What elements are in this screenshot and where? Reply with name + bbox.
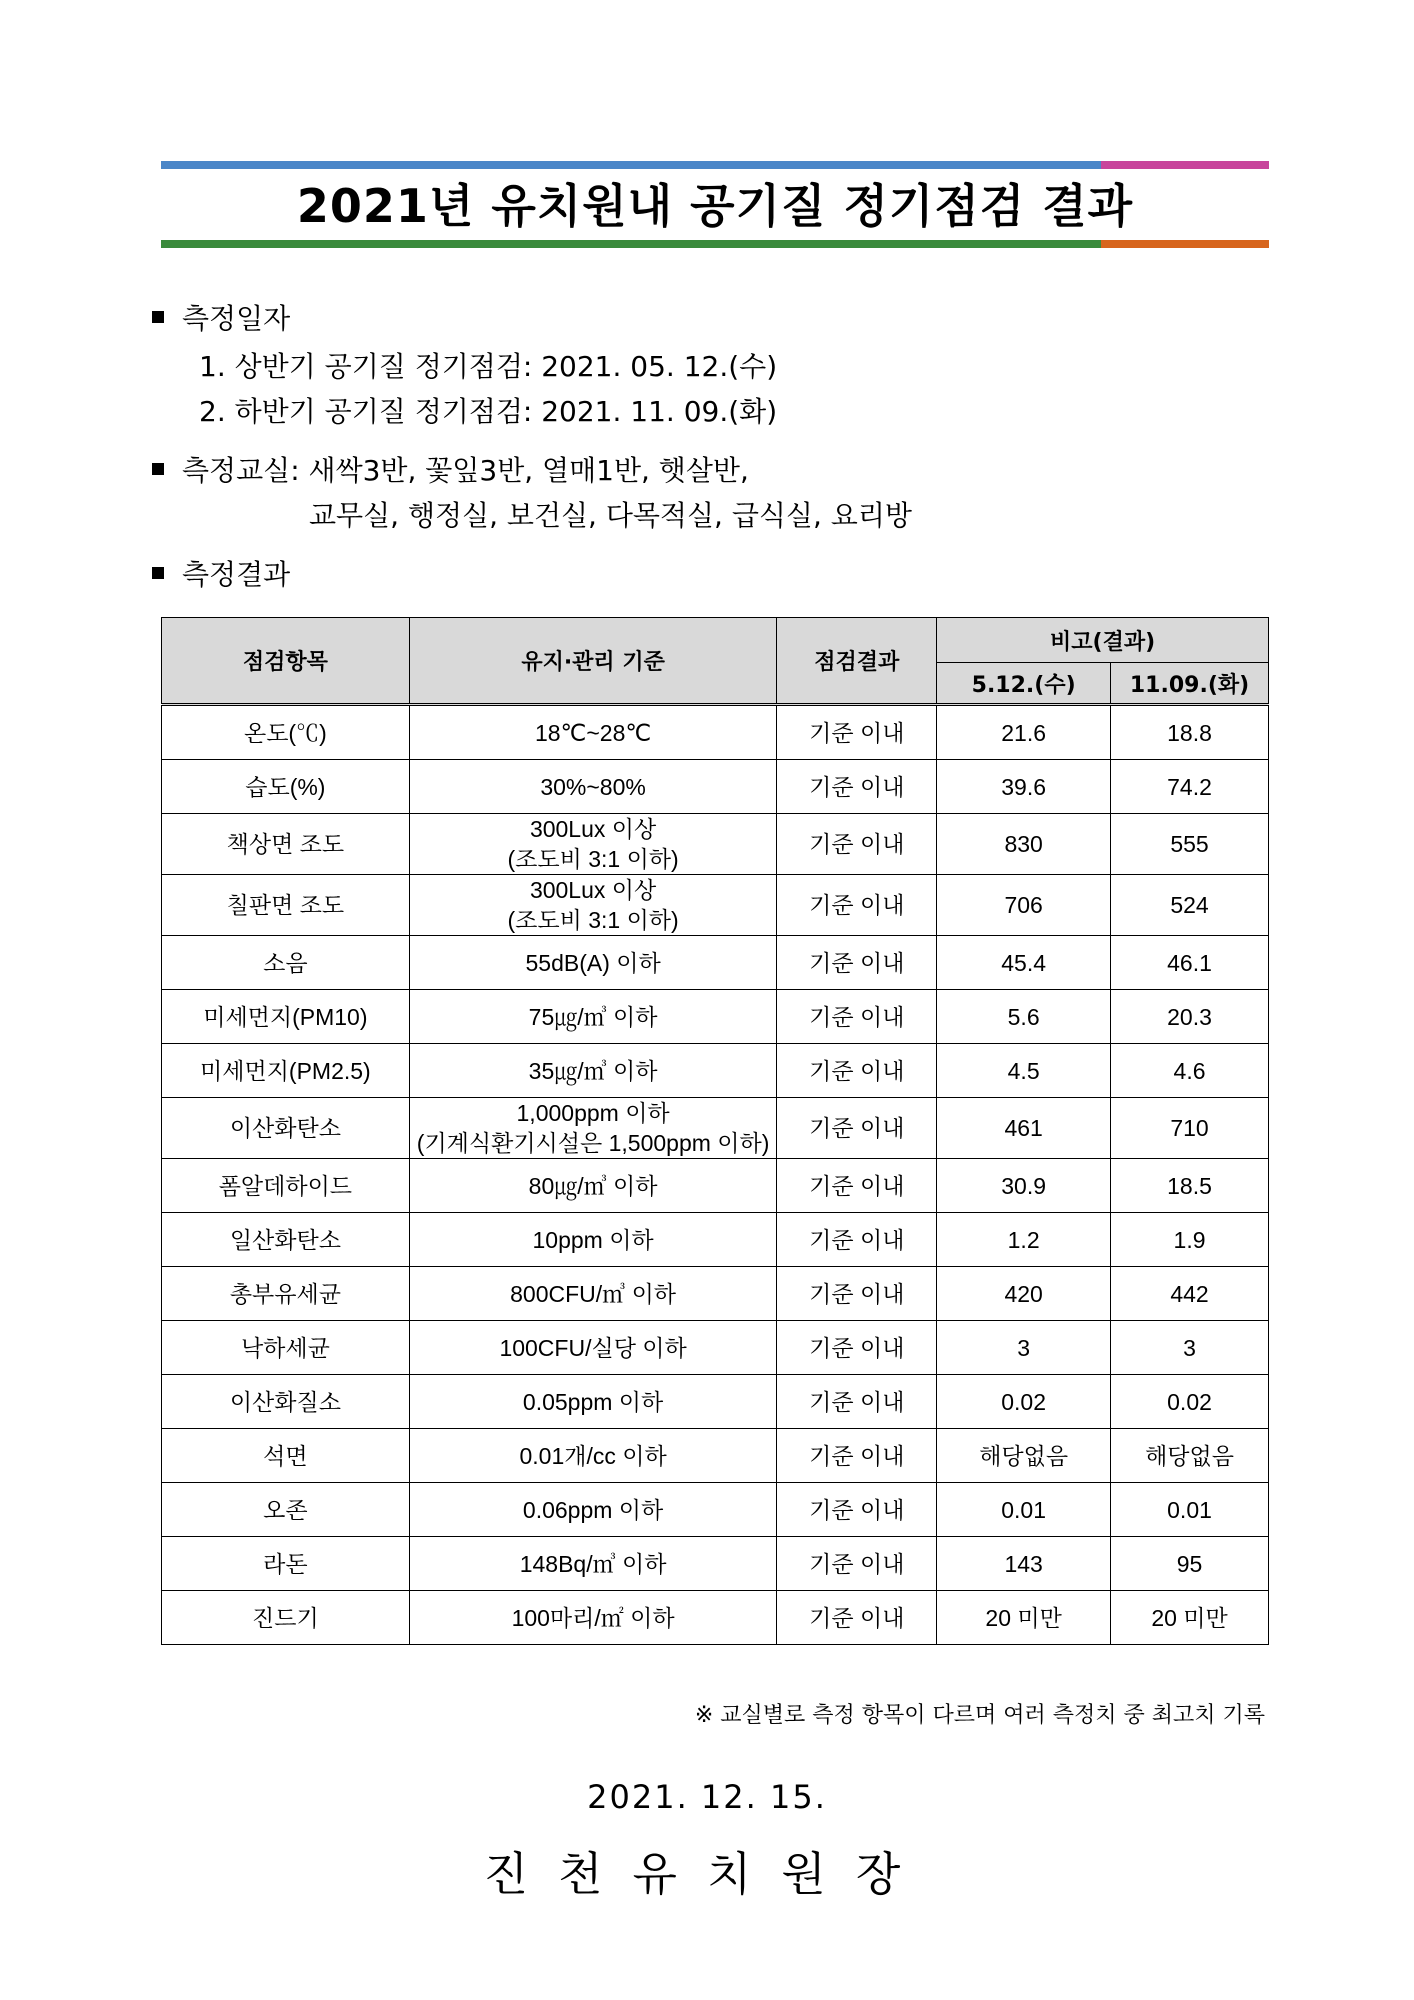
standard-line-1: 18℃~28℃ — [534, 719, 652, 746]
cell-standard — [409, 1098, 777, 1159]
standard-line-1: 10ppm 이하 — [532, 1226, 654, 1253]
table-row — [162, 760, 1269, 814]
cell-standard — [409, 990, 777, 1044]
standard-line-1: 35㎍/㎥ 이하 — [528, 1057, 658, 1084]
cell-value-2: 4.6 — [1111, 1044, 1269, 1098]
table-row — [162, 1044, 1269, 1098]
cell-item: 이산화질소 — [162, 1375, 410, 1429]
cell-value-1: 143 — [937, 1537, 1111, 1591]
cell-result: 기준 이내 — [777, 1591, 937, 1645]
cell-result: 기준 이내 — [777, 1044, 937, 1098]
cell-item: 총부유세균 — [162, 1267, 410, 1321]
table-row — [162, 1429, 1269, 1483]
standard-line-1: 55dB(A) 이하 — [525, 949, 661, 976]
cell-standard — [409, 1267, 777, 1321]
cell-standard — [409, 875, 777, 936]
cell-standard — [409, 1213, 777, 1267]
header-date-1: 5.12.(수) — [937, 663, 1111, 705]
cell-result: 기준 이내 — [777, 1429, 937, 1483]
cell-value-1: 45.4 — [937, 936, 1111, 990]
cell-value-1: 3 — [937, 1321, 1111, 1375]
title-bar-bottom-green — [161, 240, 1101, 248]
cell-value-2: 18.5 — [1111, 1159, 1269, 1213]
standard-line-1: 300Lux 이상 — [529, 877, 657, 903]
cell-standard — [409, 814, 777, 875]
standard-line-2: (기계식환기시설은 1,500ppm 이하) — [416, 1130, 770, 1156]
header-date-2: 11.09.(화) — [1111, 663, 1269, 705]
cell-item: 소음 — [162, 936, 410, 990]
cell-result: 기준 이내 — [777, 1159, 937, 1213]
cell-standard — [409, 760, 777, 814]
standard-line-1: 100마리/㎡ 이하 — [511, 1604, 675, 1631]
cell-result: 기준 이내 — [777, 814, 937, 875]
cell-value-1: 5.6 — [937, 990, 1111, 1044]
cell-standard — [409, 1321, 777, 1375]
cell-value-2: 95 — [1111, 1537, 1269, 1591]
table-row — [162, 1483, 1269, 1537]
standard-line-1: 75㎍/㎥ 이하 — [528, 1003, 658, 1030]
standard-line-1: 80㎍/㎥ 이하 — [528, 1172, 658, 1199]
section-result — [152, 558, 290, 592]
cell-value-1: 461 — [937, 1098, 1111, 1159]
bullet-square-icon — [152, 567, 164, 579]
cell-value-1: 4.5 — [937, 1044, 1111, 1098]
cell-item: 일산화탄소 — [162, 1213, 410, 1267]
signature: 진천유치원장 — [483, 1847, 931, 1901]
cell-item: 습도(%) — [162, 760, 410, 814]
cell-result: 기준 이내 — [777, 760, 937, 814]
cell-result: 기준 이내 — [777, 990, 937, 1044]
header-item: 점검항목 — [162, 618, 410, 705]
cell-value-1: 830 — [937, 814, 1111, 875]
cell-item: 온도(℃) — [162, 705, 410, 760]
cell-standard — [409, 1375, 777, 1429]
cell-item: 이산화탄소 — [162, 1098, 410, 1159]
cell-standard — [409, 1537, 777, 1591]
table-row — [162, 1098, 1269, 1159]
standard-line-2: (조도비 3:1 이하) — [507, 907, 679, 933]
cell-value-2: 20 미만 — [1111, 1591, 1269, 1645]
cell-item: 미세먼지(PM2.5) — [162, 1044, 410, 1098]
cell-value-2: 1.9 — [1111, 1213, 1269, 1267]
cell-value-1: 420 — [937, 1267, 1111, 1321]
cell-item: 미세먼지(PM10) — [162, 990, 410, 1044]
header-remark: 비고(결과) — [937, 618, 1269, 663]
table-row — [162, 990, 1269, 1044]
cell-standard — [409, 1483, 777, 1537]
standard-line-2: (조도비 3:1 이하) — [507, 846, 679, 872]
cell-item: 라돈 — [162, 1537, 410, 1591]
cell-value-2: 해당없음 — [1111, 1429, 1269, 1483]
table-body — [162, 705, 1269, 1645]
cell-value-2: 3 — [1111, 1321, 1269, 1375]
rooms-line-2: 교무실, 행정실, 보건실, 다목적실, 급식실, 요리방 — [309, 499, 912, 532]
cell-result: 기준 이내 — [777, 1321, 937, 1375]
table-row — [162, 936, 1269, 990]
standard-line-1: 0.05ppm 이하 — [522, 1388, 664, 1415]
header-standard: 유지·관리 기준 — [409, 618, 777, 705]
standard-line-1: 100CFU/실당 이하 — [499, 1334, 687, 1361]
table-row — [162, 1321, 1269, 1375]
cell-item: 폼알데하이드 — [162, 1159, 410, 1213]
cell-standard — [409, 705, 777, 760]
cell-value-1: 30.9 — [937, 1159, 1111, 1213]
cell-item: 낙하세균 — [162, 1321, 410, 1375]
cell-value-2: 18.8 — [1111, 705, 1269, 760]
cell-value-1: 20 미만 — [937, 1591, 1111, 1645]
result-heading: 측정결과 — [182, 558, 291, 591]
cell-value-1: 0.01 — [937, 1483, 1111, 1537]
cell-value-2: 710 — [1111, 1098, 1269, 1159]
date-heading: 측정일자 — [182, 302, 291, 335]
cell-value-2: 555 — [1111, 814, 1269, 875]
standard-line-1: 30%~80% — [540, 773, 646, 800]
table-row — [162, 1375, 1269, 1429]
cell-value-1: 해당없음 — [937, 1429, 1111, 1483]
issue-date: 2021. 12. 15. — [587, 1778, 827, 1816]
footnote: ※ 교실별로 측정 항목이 다르며 여러 측정치 중 최고치 기록 — [694, 1703, 1265, 1728]
cell-item: 석면 — [162, 1429, 410, 1483]
rooms-label: 측정교실: 새싹3반, 꽃잎3반, 열매1반, 햇살반, — [182, 454, 749, 487]
page-title: 2021년 유치원내 공기질 정기점검 결과 — [296, 179, 1134, 233]
title-bar-top-pink — [1101, 161, 1269, 169]
cell-standard — [409, 1044, 777, 1098]
table-row — [162, 1213, 1269, 1267]
table-row — [162, 875, 1269, 936]
cell-value-2: 0.02 — [1111, 1375, 1269, 1429]
cell-item: 칠판면 조도 — [162, 875, 410, 936]
cell-result: 기준 이내 — [777, 1483, 937, 1537]
title-bar-bottom-orange — [1101, 240, 1269, 248]
cell-value-2: 74.2 — [1111, 760, 1269, 814]
cell-result: 기준 이내 — [777, 1098, 937, 1159]
cell-standard — [409, 936, 777, 990]
standard-line-1: 300Lux 이상 — [529, 816, 657, 842]
header-result: 점검결과 — [777, 618, 937, 705]
cell-value-1: 39.6 — [937, 760, 1111, 814]
cell-value-1: 706 — [937, 875, 1111, 936]
table-row — [162, 1591, 1269, 1645]
cell-result: 기준 이내 — [777, 1537, 937, 1591]
cell-result: 기준 이내 — [777, 705, 937, 760]
standard-line-1: 148Bq/㎥ 이하 — [519, 1550, 667, 1577]
inspection-table — [161, 617, 1269, 1645]
cell-standard — [409, 1159, 777, 1213]
cell-standard — [409, 1429, 777, 1483]
section-rooms — [152, 454, 749, 488]
table-row — [162, 705, 1269, 760]
cell-result: 기준 이내 — [777, 1267, 937, 1321]
cell-standard — [409, 1591, 777, 1645]
bullet-square-icon — [152, 311, 164, 323]
table-row — [162, 1267, 1269, 1321]
section-date — [152, 302, 290, 336]
cell-value-2: 46.1 — [1111, 936, 1269, 990]
bullet-square-icon — [152, 463, 164, 475]
cell-item: 책상면 조도 — [162, 814, 410, 875]
standard-line-1: 0.06ppm 이하 — [522, 1496, 664, 1523]
date-item-1: 1. 상반기 공기질 정기점검: 2021. 05. 12.(수) — [199, 350, 778, 383]
cell-value-1: 21.6 — [937, 705, 1111, 760]
cell-result: 기준 이내 — [777, 875, 937, 936]
cell-value-1: 1.2 — [937, 1213, 1111, 1267]
standard-line-1: 1,000ppm 이하 — [516, 1100, 670, 1126]
cell-value-2: 20.3 — [1111, 990, 1269, 1044]
date-item-2: 2. 하반기 공기질 정기점검: 2021. 11. 09.(화) — [199, 395, 778, 428]
cell-result: 기준 이내 — [777, 1375, 937, 1429]
title-bar-top-blue — [161, 161, 1101, 169]
cell-item: 진드기 — [162, 1591, 410, 1645]
cell-result: 기준 이내 — [777, 1213, 937, 1267]
cell-value-2: 442 — [1111, 1267, 1269, 1321]
cell-value-2: 524 — [1111, 875, 1269, 936]
standard-line-1: 0.01개/cc 이하 — [519, 1442, 667, 1469]
cell-value-2: 0.01 — [1111, 1483, 1269, 1537]
cell-item: 오존 — [162, 1483, 410, 1537]
cell-result: 기준 이내 — [777, 936, 937, 990]
table-row — [162, 814, 1269, 875]
table-row — [162, 1537, 1269, 1591]
cell-value-1: 0.02 — [937, 1375, 1111, 1429]
standard-line-1: 800CFU/㎥ 이하 — [510, 1280, 677, 1307]
table-row — [162, 1159, 1269, 1213]
